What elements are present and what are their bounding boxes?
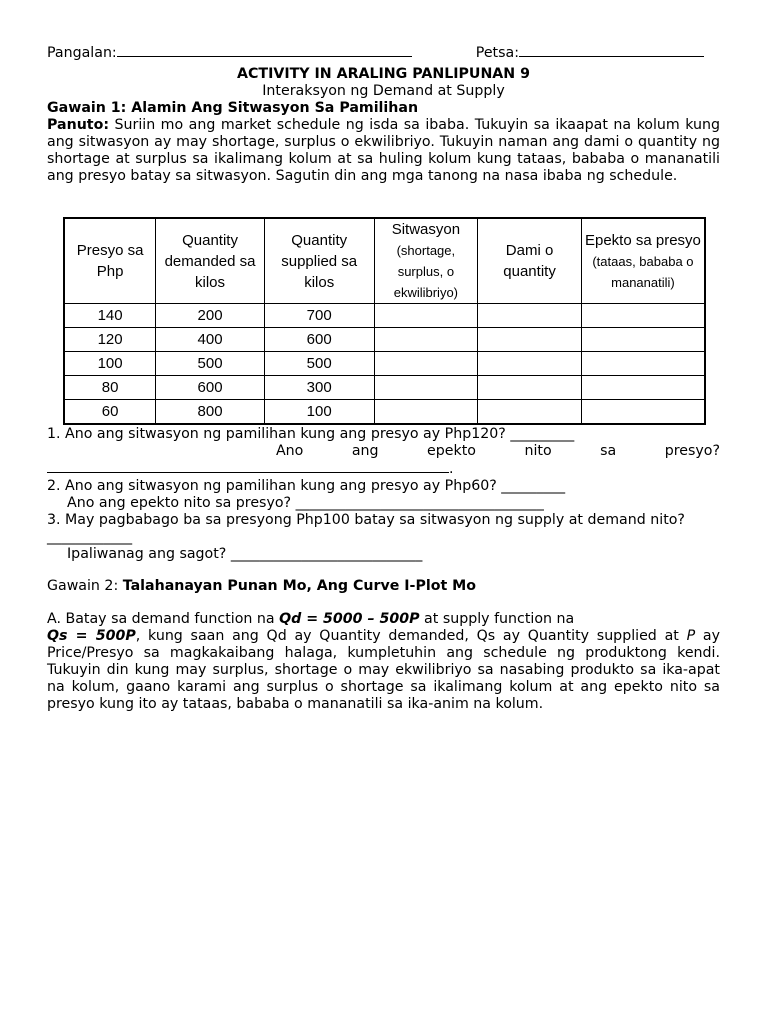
table-row bbox=[64, 328, 705, 352]
cell-presyo: 120 bbox=[64, 328, 156, 352]
part-a-text-3: , kung saan ang Qd ay Quantity demanded, Qs ay Quantity supplied at bbox=[135, 628, 687, 644]
cell-epekto-blank[interactable] bbox=[581, 400, 705, 425]
cell-qd: 200 bbox=[156, 304, 265, 328]
cell-presyo: 100 bbox=[64, 352, 156, 376]
questions-section bbox=[47, 426, 720, 563]
gawain2-heading bbox=[47, 578, 720, 595]
table-row bbox=[64, 304, 705, 328]
question-1: 1. Ano ang sitwasyon ng pamilihan kung ang presyo ay Php120? _________ bbox=[47, 426, 575, 442]
cell-qd: 800 bbox=[156, 400, 265, 425]
header-presyo bbox=[64, 218, 156, 304]
date-field[interactable] bbox=[476, 44, 704, 61]
cell-qd: 500 bbox=[156, 352, 265, 376]
market-schedule-table bbox=[63, 217, 706, 425]
part-a-text-4: ay Price/Presyo sa magkakaibang halaga, kumpletuhin ang schedule ng produktong kendi. Tukuyin din kung may surplus, shortage o may ekwilibriyo sa nasabing produkto sa ika-apat na kolum, gaano karami ang surplus o shortage sa ikalimang kolum at ang epekto nito sa presyo kung ito ay tataas, bababa o mananatili sa ika-anim na kolum. bbox=[47, 628, 720, 712]
header-sitwasyon bbox=[374, 218, 478, 304]
cell-sitwasyon-blank[interactable] bbox=[374, 376, 478, 400]
cell-presyo: 140 bbox=[64, 304, 156, 328]
price-symbol: P bbox=[686, 628, 696, 644]
document-title: ACTIVITY IN ARALING PANLIPUNAN 9 bbox=[237, 66, 530, 82]
table-row bbox=[64, 376, 705, 400]
cell-qs: 500 bbox=[264, 352, 374, 376]
cell-epekto-blank[interactable] bbox=[581, 352, 705, 376]
header-sitwasyon-sub: (shortage, surplus, o ekwilibriyo) bbox=[393, 243, 459, 300]
cell-dami-blank[interactable] bbox=[478, 328, 582, 352]
question-3b: Ipaliwanag ang sagot? ___________________________ bbox=[67, 546, 423, 562]
question-1c bbox=[47, 460, 720, 478]
cell-qd: 600 bbox=[156, 376, 265, 400]
cell-sitwasyon-blank[interactable] bbox=[374, 352, 478, 376]
part-a-paragraph bbox=[47, 611, 720, 713]
table-header-row bbox=[64, 218, 705, 304]
cell-dami-blank[interactable] bbox=[478, 400, 582, 425]
name-blank[interactable] bbox=[117, 44, 412, 57]
header-sitwasyon-label: Sitwasyon bbox=[391, 221, 461, 238]
cell-qs: 300 bbox=[264, 376, 374, 400]
part-a-text-2: at supply function na bbox=[419, 611, 575, 627]
name-field[interactable] bbox=[47, 44, 412, 61]
date-label: Petsa: bbox=[475, 45, 519, 61]
question-1b-text: Ano ang epekto nito sa presyo? bbox=[275, 443, 720, 459]
instructions-label: Panuto: bbox=[47, 117, 109, 133]
cell-qs: 600 bbox=[264, 328, 374, 352]
header-qs-label: Quantity supplied sa kilos bbox=[281, 231, 358, 291]
cell-epekto-blank[interactable] bbox=[581, 304, 705, 328]
gawain2-label: Gawain 2: bbox=[47, 578, 123, 594]
cell-dami-blank[interactable] bbox=[478, 352, 582, 376]
header-qd bbox=[156, 218, 265, 304]
cell-qd: 400 bbox=[156, 328, 265, 352]
table-row bbox=[64, 400, 705, 425]
instructions bbox=[47, 117, 720, 185]
header-fields bbox=[47, 44, 720, 61]
cell-presyo: 80 bbox=[64, 376, 156, 400]
cell-dami-blank[interactable] bbox=[478, 304, 582, 328]
cell-presyo: 60 bbox=[64, 400, 156, 425]
document-subtitle: Interaksyon ng Demand at Supply bbox=[262, 83, 505, 99]
cell-sitwasyon-blank[interactable] bbox=[374, 328, 478, 352]
gawain1-title: Gawain 1: Alamin Ang Sitwasyon Sa Pamilihan bbox=[47, 100, 419, 116]
gawain2-title: Talahanayan Punan Mo, Ang Curve I-Plot Mo bbox=[122, 578, 477, 594]
header-dami bbox=[478, 218, 582, 304]
question-2b: Ano ang epekto nito sa presyo? ___________________________________ bbox=[67, 495, 544, 511]
header-qs bbox=[264, 218, 374, 304]
header-epekto bbox=[581, 218, 705, 304]
demand-function: Qd = 5000 – 500P bbox=[279, 611, 420, 627]
question-1b bbox=[47, 443, 720, 460]
cell-dami-blank[interactable] bbox=[478, 376, 582, 400]
part-a-text-1: A. Batay sa demand function na bbox=[47, 611, 280, 627]
supply-function: Qs = 500P bbox=[47, 628, 136, 644]
header-qd-label: Quantity demanded sa kilos bbox=[164, 231, 256, 291]
cell-epekto-blank[interactable] bbox=[581, 328, 705, 352]
cell-epekto-blank[interactable] bbox=[581, 376, 705, 400]
header-presyo-label: Presyo sa Php bbox=[76, 242, 144, 280]
instructions-text: Suriin mo ang market schedule ng isda sa ibaba. Tukuyin sa ikaapat na kolum kung ang sitwasyon ay may shortage, surplus o ekwilibriyo. Tukuyin naman ang dami o quantity ng shortage at surplus sa ikalimang kolum at sa huling kolum kung tataas, bababa o mananatili ang presyo batay sa sitwasyon. Sagutin din ang mga tanong na nasa ibaba ng schedule. bbox=[47, 117, 720, 184]
table-row bbox=[64, 352, 705, 376]
header-epekto-sub: (tataas, bababa o mananatili) bbox=[592, 253, 694, 290]
cell-sitwasyon-blank[interactable] bbox=[374, 304, 478, 328]
cell-qs: 100 bbox=[264, 400, 374, 425]
date-blank[interactable] bbox=[519, 44, 704, 57]
header-epekto-label: Epekto sa presyo bbox=[584, 231, 701, 249]
cell-sitwasyon-blank[interactable] bbox=[374, 400, 478, 425]
name-label: Pangalan: bbox=[47, 45, 117, 61]
question-1c-text: . bbox=[449, 461, 454, 477]
question-2: 2. Ano ang sitwasyon ng pamilihan kung ang presyo ay Php60? _________ bbox=[47, 478, 566, 494]
answer-blank[interactable] bbox=[47, 460, 449, 473]
header-dami-label: Dami o quantity bbox=[503, 242, 556, 280]
question-3: 3. May pagbabago ba sa presyong Php100 batay sa sitwasyon ng supply at demand nito? ____________ bbox=[47, 512, 685, 545]
cell-qs: 700 bbox=[264, 304, 374, 328]
